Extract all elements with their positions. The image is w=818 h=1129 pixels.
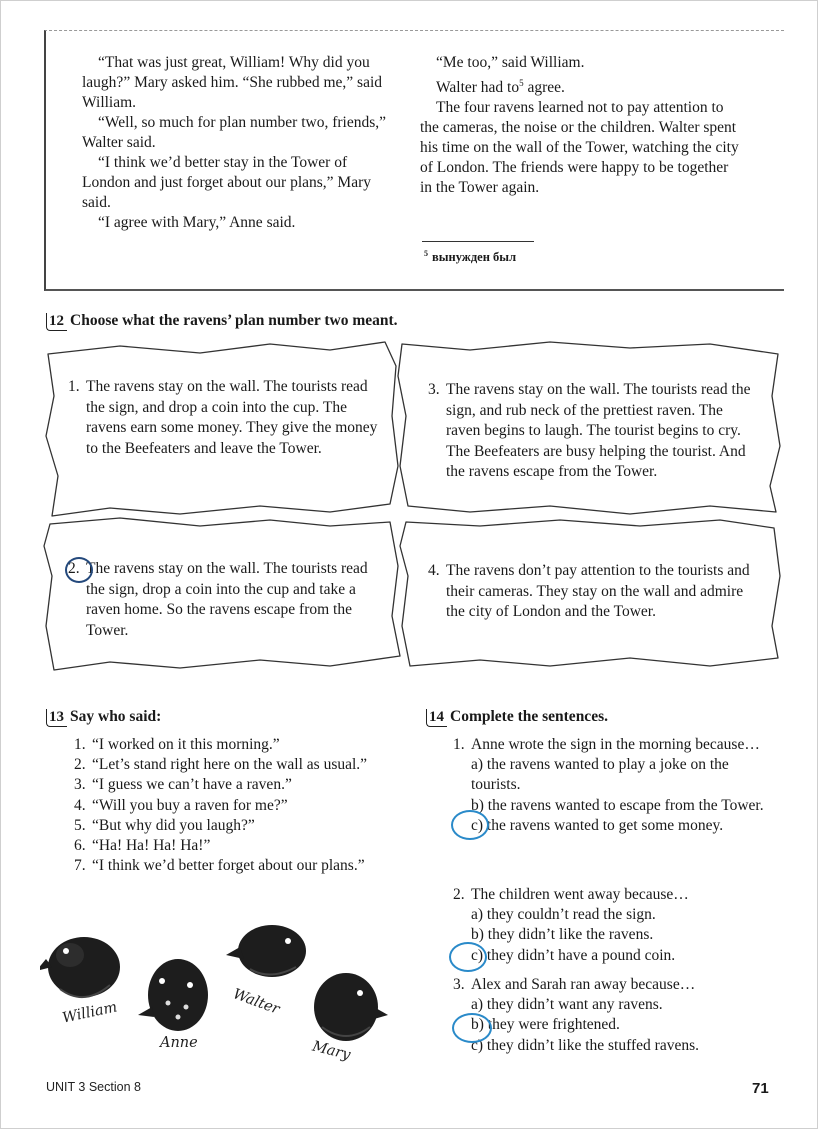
- story-paragraph: “Well, so much for plan number two, friends,” Walter said.: [82, 114, 387, 151]
- option-c[interactable]: c) the ravens wanted to get some money.: [471, 816, 724, 834]
- selected-answer-circle: [449, 942, 487, 972]
- item-number: 6.: [74, 837, 86, 855]
- story-paragraph: “Me too,” said William.: [436, 54, 585, 71]
- list-item: [74, 816, 392, 836]
- story-left-column: [82, 53, 388, 233]
- question-text: Alex and Sarah ran away because…: [471, 976, 696, 993]
- list-item: [74, 836, 392, 856]
- item-number: 5.: [74, 816, 86, 834]
- card-number: 1.: [68, 378, 80, 395]
- option-c[interactable]: c) they didn’t have a pound coin.: [471, 946, 676, 964]
- option-b[interactable]: b) the ravens wanted to escape from the Tower.: [471, 796, 764, 814]
- list-item: [74, 796, 392, 816]
- answer-card-4[interactable]: [428, 561, 756, 623]
- item-text: “Ha! Ha! Ha! Ha!”: [92, 837, 211, 855]
- question-number: 2.: [453, 886, 465, 903]
- list-item: [74, 856, 392, 876]
- option-a[interactable]: a) they didn’t want any ravens.: [471, 996, 663, 1014]
- answer-card-1[interactable]: [68, 377, 386, 459]
- exercise-14-title: [426, 708, 608, 727]
- bird-label-mary: Mary: [310, 1038, 352, 1064]
- card-text: The ravens stay on the wall. The tourists read the sign, drop a coin into the cup and take a raven home. So the ravens escape from the Tower.: [86, 560, 368, 639]
- exercise-13-title: [46, 708, 161, 727]
- exercise-instruction: Choose what the ravens’ plan number two meant.: [70, 312, 398, 329]
- option-a[interactable]: a) the ravens wanted to play a joke on the tourists.: [471, 756, 729, 794]
- exercise-number: 12: [46, 313, 67, 331]
- item-number: 7.: [74, 857, 86, 875]
- list-item: [74, 775, 392, 795]
- selected-answer-circle: [451, 810, 489, 840]
- card-text: The ravens stay on the wall. The tourists read the sign, and rub neck of the prettiest raven. The raven begins to laugh. The tourist begins to cry. The Beefeaters are busy helping the tourist. And the ravens escape from the Tower.: [446, 381, 751, 480]
- footer-unit-label: UNIT 3 Section 8: [46, 1080, 141, 1094]
- raven-william-illustration: [40, 937, 120, 997]
- question-text: Anne wrote the sign in the morning because…: [471, 736, 760, 753]
- exercise-instruction: Say who said:: [70, 708, 162, 725]
- story-text: agree.: [523, 79, 565, 97]
- list-item: [74, 755, 392, 775]
- item-text: “Will you buy a raven for me?”: [92, 796, 288, 814]
- story-text: Walter had to: [436, 79, 520, 97]
- question-text: The children went away because…: [471, 886, 689, 903]
- story-paragraph: “That was just great, William! Why did you laugh?” Mary asked him. “She rubbed me,” said William.: [82, 54, 383, 111]
- bird-label-walter: Walter: [230, 986, 282, 1018]
- option-a[interactable]: a) they couldn’t read the sign.: [471, 906, 656, 924]
- raven-walter-illustration: [226, 925, 306, 977]
- story-paragraph: The four ravens learned not to pay attention to the cameras, the noise or the children. Walter spent his time on the wall of the Tower, watching the city of London. The friends were happy to be together in the Tower again.: [420, 99, 739, 197]
- story-right-column: [420, 53, 740, 198]
- card-number: 4.: [428, 562, 440, 579]
- question-stem: [453, 735, 771, 755]
- item-text: “I worked on it this morning.”: [92, 736, 280, 753]
- card-number: 2.: [68, 560, 80, 577]
- question-stem: [453, 975, 771, 995]
- item-number: 3.: [74, 776, 86, 794]
- footnote-ref: 5: [519, 78, 524, 88]
- story-paragraph: [420, 73, 740, 98]
- footnote: [424, 249, 516, 265]
- item-text: “I guess we can’t have a raven.”: [92, 776, 292, 794]
- quote-list: [74, 735, 392, 876]
- option-c[interactable]: c) they didn’t like the stuffed ravens.: [471, 1036, 699, 1054]
- item-number: 2.: [74, 756, 86, 774]
- story-paragraph: “I think we’d better stay in the Tower of London and just forget about our plans,” Mary said.: [82, 154, 371, 211]
- option-b[interactable]: b) they didn’t like the ravens.: [471, 926, 654, 944]
- item-number: 1.: [74, 736, 86, 753]
- item-number: 4.: [74, 796, 86, 814]
- card-number: 3.: [428, 381, 440, 398]
- exercise-number: 14: [426, 709, 447, 727]
- raven-mary-illustration: [314, 973, 388, 1041]
- option-b[interactable]: b) they were frightened.: [471, 1016, 620, 1034]
- selected-answer-circle: [65, 557, 93, 583]
- card-text: The ravens don’t pay attention to the tourists and their cameras. They stay on the wall and admire the city of London and the Tower.: [446, 562, 750, 620]
- question-number: 1.: [453, 736, 465, 753]
- bird-label-william: William: [60, 999, 119, 1027]
- exercise-instruction: Complete the sentences.: [450, 708, 608, 725]
- selected-answer-circle: [452, 1013, 492, 1043]
- question-1: [453, 735, 771, 836]
- page-number: 71: [752, 1080, 769, 1097]
- story-paragraph: “I agree with Mary,” Anne said.: [98, 214, 296, 231]
- footnote-text: вынужден был: [432, 250, 517, 265]
- list-item: [74, 735, 392, 755]
- item-text: “I think we’d better forget about our plans.”: [92, 857, 365, 875]
- card-text: The ravens stay on the wall. The tourists read the sign, and drop a coin into the cup. The ravens earn some money. They give the money to the Beefeaters and leave the Tower.: [86, 378, 378, 457]
- question-number: 3.: [453, 976, 465, 993]
- exercise-12-title: [46, 312, 398, 331]
- question-3: [453, 975, 771, 1056]
- item-text: “Let’s stand right here on the wall as usual.”: [92, 756, 368, 774]
- exercise-number: 13: [46, 709, 67, 727]
- question-2: [453, 885, 771, 966]
- footnote-rule: [422, 241, 534, 242]
- bird-label-anne: Anne: [160, 1035, 198, 1051]
- item-text: “But why did you laugh?”: [92, 816, 255, 834]
- story-box: [44, 30, 784, 291]
- raven-anne-illustration: [138, 959, 208, 1031]
- footnote-mark: 5: [424, 249, 428, 258]
- answer-card-3[interactable]: [428, 380, 756, 483]
- answer-card-2[interactable]: [68, 559, 386, 641]
- question-stem: [453, 885, 771, 905]
